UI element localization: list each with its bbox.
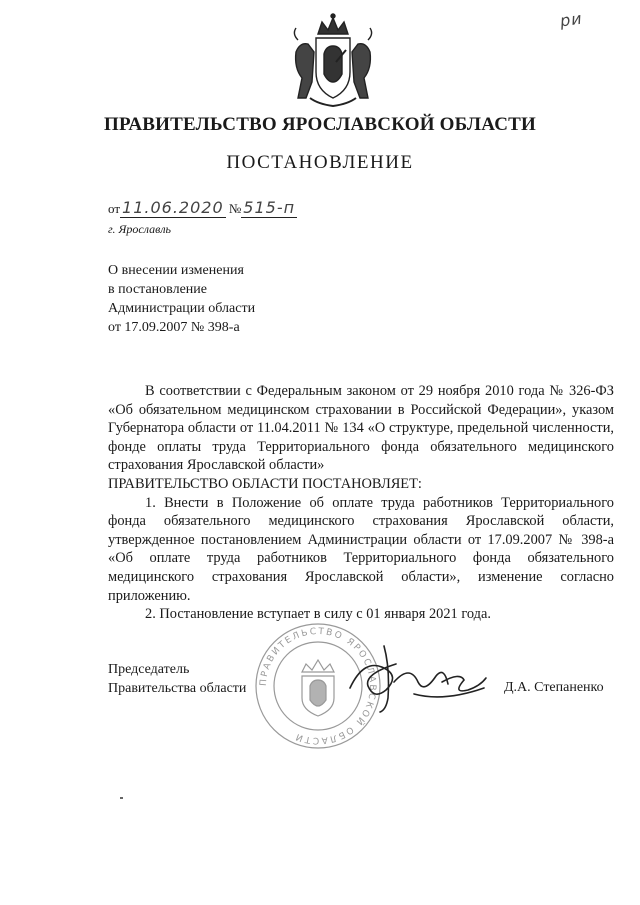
coat-of-arms-icon [288,12,378,112]
date-number-line [108,198,297,218]
document-type-title: ПОСТАНОВЛЕНИЕ [226,152,414,173]
position-line-1: Председатель [108,662,190,677]
scan-speck [120,797,123,799]
subject-block [108,261,255,337]
signatory-position [108,660,246,698]
item-1-paragraph: 1. Внести в Положение об оплате труда работников Территориального фонда обязательного медицинского страхования Ярославской области, утвержденное постановлением Администрации области от 17.09.2007 № 398-а «Об оплате труда работников Территориального фонда обязательного медицинского страхования Ярославской области», изменение согласно приложению. [108,494,614,604]
date-value: 11.06.2020 [122,198,224,217]
number-prefix: № [228,201,242,216]
item-2-paragraph: 2. Постановление вступает в силу с 01 января 2021 года. [145,606,491,623]
subject-line: О внесении изменения [108,263,244,278]
resolution-line: ПРАВИТЕЛЬСТВО ОБЛАСТИ ПОСТАНОВЛЯЕТ: [108,475,422,492]
subject-line: от 17.09.2007 № 398-а [108,320,240,335]
subject-line: Администрации области [108,301,256,316]
date-prefix: от [108,201,121,216]
body-text [108,382,614,624]
city: г. Ярославль [108,222,172,236]
handwritten-signature-icon [344,638,494,718]
handwritten-mark: ри [558,8,584,31]
government-title: ПРАВИТЕЛЬСТВО ЯРОСЛАВСКОЙ ОБЛАСТИ [104,114,536,135]
signatory-name: Д.А. Степаненко [504,680,604,695]
subject-line: в постановление [108,282,207,297]
position-line-2: Правительства области [108,681,247,696]
preamble-paragraph: В соответствии с Федеральным законом от 29 ноября 2010 года № 326-ФЗ «Об обязательном медицинском страховании в Российской Федерации», указом Губернатора области от 11.04.2011 № 134 «О структуре, предельной численности, фонде оплаты труда Территориального фонда обязательного медицинского страхования Ярославской области» [108,383,614,474]
decree-number: 515-п [243,198,296,217]
seal-text: ПРАВИТЕЛЬСТВО ЯРОСЛАВСКОЙ ОБЛАСТИ [258,626,378,746]
